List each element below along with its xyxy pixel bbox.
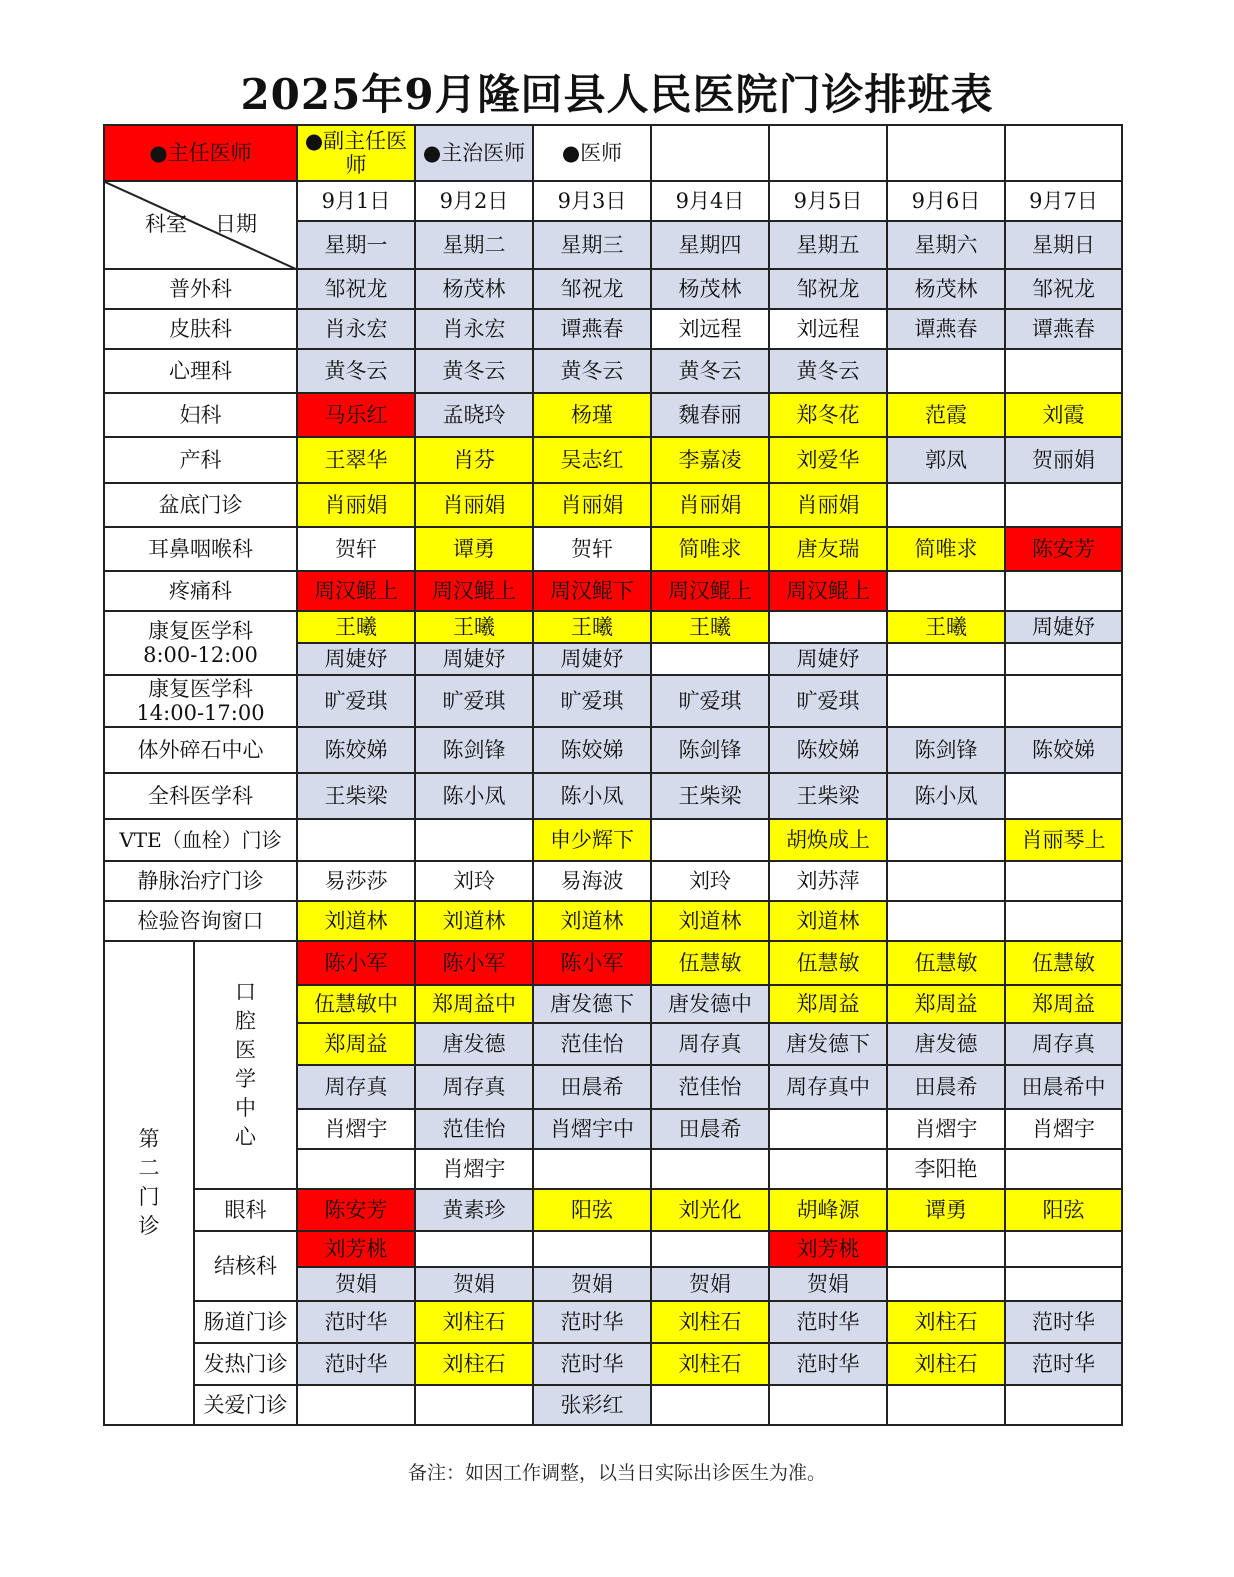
schedule-cell bbox=[1005, 643, 1122, 675]
schedule-cell bbox=[887, 1267, 1005, 1301]
schedule-cell: 周汉鲲下 bbox=[533, 571, 651, 611]
schedule-cell: 唐发德 bbox=[415, 1023, 533, 1065]
dept-name: 盆底门诊 bbox=[104, 483, 297, 527]
date-header-label: 日期 bbox=[215, 212, 257, 236]
weekday-cell: 星期二 bbox=[415, 221, 533, 269]
schedule-cell: 邹祝龙 bbox=[533, 269, 651, 309]
dept-name: 妇科 bbox=[104, 393, 297, 437]
dept-name bbox=[104, 675, 297, 727]
schedule-cell bbox=[651, 643, 769, 675]
schedule-cell: 刘柱石 bbox=[651, 1301, 769, 1343]
schedule-cell: 吴志红 bbox=[533, 437, 651, 483]
schedule-cell: 陈小军 bbox=[415, 941, 533, 985]
schedule-cell: 王曦 bbox=[651, 611, 769, 643]
weekday-cell: 星期六 bbox=[887, 221, 1005, 269]
schedule-cell bbox=[887, 819, 1005, 861]
schedule-cell: 陈剑锋 bbox=[415, 727, 533, 773]
schedule-cell: 简唯求 bbox=[651, 527, 769, 571]
schedule-cell bbox=[1005, 1231, 1122, 1267]
dental-center-label bbox=[194, 941, 297, 1189]
schedule-cell: 刘远程 bbox=[769, 309, 887, 349]
schedule-cell: 王柴梁 bbox=[651, 773, 769, 819]
schedule-cell bbox=[887, 901, 1005, 941]
schedule-cell: 伍慧敏 bbox=[887, 941, 1005, 985]
schedule-cell: 刘道林 bbox=[297, 901, 415, 941]
schedule-cell: 陈小凤 bbox=[415, 773, 533, 819]
schedule-cell bbox=[1005, 349, 1122, 393]
schedule-cell: 范时华 bbox=[533, 1301, 651, 1343]
schedule-cell: 郑周益 bbox=[769, 985, 887, 1023]
schedule-cell: 刘柱石 bbox=[887, 1343, 1005, 1385]
schedule-cell: 刘柱石 bbox=[415, 1343, 533, 1385]
schedule-cell bbox=[887, 643, 1005, 675]
schedule-cell: 刘霞 bbox=[1005, 393, 1122, 437]
schedule-cell: 陈安芳 bbox=[1005, 527, 1122, 571]
schedule-cell: 田晨希 bbox=[533, 1065, 651, 1109]
weekday-cell: 星期日 bbox=[1005, 221, 1122, 269]
schedule-cell: 伍慧敏 bbox=[651, 941, 769, 985]
schedule-cell: 李嘉凌 bbox=[651, 437, 769, 483]
dept-name: 皮肤科 bbox=[104, 309, 297, 349]
diagonal-line bbox=[105, 182, 297, 269]
schedule-cell: 贺娟 bbox=[415, 1267, 533, 1301]
schedule-cell: 旷爱琪 bbox=[651, 675, 769, 727]
schedule-cell: 周汉鲲上 bbox=[651, 571, 769, 611]
schedule-cell: 唐发德下 bbox=[769, 1023, 887, 1065]
schedule-cell: 唐发德 bbox=[887, 1023, 1005, 1065]
schedule-cell: 张彩红 bbox=[533, 1385, 651, 1425]
schedule-cell: 范时华 bbox=[297, 1343, 415, 1385]
schedule-cell: 王柴梁 bbox=[769, 773, 887, 819]
second-clinic-name: 第二门诊 bbox=[138, 1127, 160, 1238]
schedule-cell: 简唯求 bbox=[887, 527, 1005, 571]
dept-name: 产科 bbox=[104, 437, 297, 483]
schedule-cell bbox=[651, 1149, 769, 1189]
header-corner bbox=[104, 181, 297, 269]
schedule-cell bbox=[1005, 901, 1122, 941]
schedule-cell: 谭燕春 bbox=[887, 309, 1005, 349]
schedule-cell: 杨茂林 bbox=[415, 269, 533, 309]
schedule-cell: 贺轩 bbox=[297, 527, 415, 571]
schedule-cell: 旷爱琪 bbox=[533, 675, 651, 727]
schedule-cell: 周汉鲲上 bbox=[415, 571, 533, 611]
schedule-cell bbox=[297, 819, 415, 861]
schedule-cell: 肖熠宇 bbox=[297, 1109, 415, 1149]
schedule-cell: 田晨希中 bbox=[1005, 1065, 1122, 1109]
schedule-cell: 肖丽娟 bbox=[651, 483, 769, 527]
dept-name: 耳鼻咽喉科 bbox=[104, 527, 297, 571]
schedule-cell bbox=[769, 611, 887, 643]
dept-name: 疼痛科 bbox=[104, 571, 297, 611]
schedule-cell: 贺轩 bbox=[533, 527, 651, 571]
schedule-cell: 邹祝龙 bbox=[1005, 269, 1122, 309]
schedule-cell: 谭勇 bbox=[887, 1189, 1005, 1231]
date-cell: 9月1日 bbox=[297, 181, 415, 221]
schedule-cell: 肖丽琴上 bbox=[1005, 819, 1122, 861]
dept-name bbox=[104, 611, 297, 675]
schedule-cell: 肖永宏 bbox=[415, 309, 533, 349]
date-cell: 9月7日 bbox=[1005, 181, 1122, 221]
schedule-cell bbox=[533, 1231, 651, 1267]
schedule-cell: 范时华 bbox=[297, 1301, 415, 1343]
schedule-cell bbox=[887, 675, 1005, 727]
weekday-cell: 星期三 bbox=[533, 221, 651, 269]
legend-empty bbox=[887, 125, 1005, 181]
schedule-cell: 马乐红 bbox=[297, 393, 415, 437]
schedule-cell: 阳弦 bbox=[533, 1189, 651, 1231]
schedule-cell: 刘光化 bbox=[651, 1189, 769, 1231]
schedule-cell: 周汉鲲上 bbox=[297, 571, 415, 611]
schedule-cell: 范时华 bbox=[533, 1343, 651, 1385]
date-cell: 9月6日 bbox=[887, 181, 1005, 221]
schedule-cell: 郭凤 bbox=[887, 437, 1005, 483]
schedule-cell: 刘柱石 bbox=[887, 1301, 1005, 1343]
schedule-cell: 伍慧敏 bbox=[1005, 941, 1122, 985]
schedule-cell: 贺丽娟 bbox=[1005, 437, 1122, 483]
schedule-cell: 周存真 bbox=[651, 1023, 769, 1065]
date-cell: 9月2日 bbox=[415, 181, 533, 221]
date-cell: 9月3日 bbox=[533, 181, 651, 221]
schedule-cell bbox=[1005, 1267, 1122, 1301]
schedule-cell: 周婕妤 bbox=[415, 643, 533, 675]
schedule-cell: 刘柱石 bbox=[651, 1343, 769, 1385]
schedule-cell: 刘道林 bbox=[769, 901, 887, 941]
schedule-cell bbox=[887, 349, 1005, 393]
schedule-cell: 陈剑锋 bbox=[887, 727, 1005, 773]
schedule-cell bbox=[415, 1231, 533, 1267]
schedule-cell bbox=[651, 819, 769, 861]
schedule-cell: 范佳怡 bbox=[651, 1065, 769, 1109]
schedule-cell: 陈小凤 bbox=[533, 773, 651, 819]
schedule-cell: 肖永宏 bbox=[297, 309, 415, 349]
schedule-cell: 肖丽娟 bbox=[533, 483, 651, 527]
legend-empty bbox=[1005, 125, 1122, 181]
schedule-cell: 范时华 bbox=[769, 1301, 887, 1343]
schedule-cell bbox=[415, 819, 533, 861]
weekday-cell: 星期一 bbox=[297, 221, 415, 269]
schedule-cell: 王柴梁 bbox=[297, 773, 415, 819]
legend-empty bbox=[651, 125, 769, 181]
schedule-cell bbox=[415, 1385, 533, 1425]
dental-center-name: 口腔医学中心 bbox=[235, 980, 256, 1149]
dept-name: 静脉治疗门诊 bbox=[104, 861, 297, 901]
schedule-cell: 郑周益中 bbox=[415, 985, 533, 1023]
schedule-cell: 肖熠宇 bbox=[1005, 1109, 1122, 1149]
schedule-cell: 陈姣娣 bbox=[1005, 727, 1122, 773]
schedule-cell: 刘道林 bbox=[651, 901, 769, 941]
schedule-cell: 唐发德下 bbox=[533, 985, 651, 1023]
schedule-cell bbox=[1005, 675, 1122, 727]
schedule-cell: 孟晓玲 bbox=[415, 393, 533, 437]
dept-name: 心理科 bbox=[104, 349, 297, 393]
schedule-cell: 黄冬云 bbox=[533, 349, 651, 393]
schedule-cell: 陈姣娣 bbox=[769, 727, 887, 773]
schedule-cell: 贺娟 bbox=[533, 1267, 651, 1301]
schedule-cell: 周存真中 bbox=[769, 1065, 887, 1109]
legend-associate: ●副主任医师 bbox=[297, 125, 415, 181]
dept-name: 体外碎石中心 bbox=[104, 727, 297, 773]
schedule-cell: 周婕妤 bbox=[1005, 611, 1122, 643]
schedule-cell: 黄素珍 bbox=[415, 1189, 533, 1231]
schedule-cell: 胡焕成上 bbox=[769, 819, 887, 861]
schedule-cell: 黄冬云 bbox=[415, 349, 533, 393]
schedule-cell: 杨茂林 bbox=[651, 269, 769, 309]
schedule-cell bbox=[769, 1385, 887, 1425]
schedule-cell: 肖丽娟 bbox=[769, 483, 887, 527]
schedule-cell: 周婕妤 bbox=[533, 643, 651, 675]
schedule-cell bbox=[1005, 1385, 1122, 1425]
dept-name: 结核科 bbox=[194, 1231, 297, 1301]
schedule-cell: 黄冬云 bbox=[651, 349, 769, 393]
schedule-cell bbox=[1005, 1149, 1122, 1189]
schedule-cell: 刘芳桃 bbox=[769, 1231, 887, 1267]
schedule-cell: 王曦 bbox=[533, 611, 651, 643]
schedule-cell: 刘玲 bbox=[651, 861, 769, 901]
schedule-cell bbox=[1005, 861, 1122, 901]
schedule-cell: 范时华 bbox=[1005, 1343, 1122, 1385]
schedule-cell: 范时华 bbox=[1005, 1301, 1122, 1343]
schedule-cell: 范佳怡 bbox=[415, 1109, 533, 1149]
schedule-cell: 旷爱琪 bbox=[297, 675, 415, 727]
schedule-cell: 唐发德中 bbox=[651, 985, 769, 1023]
schedule-cell bbox=[1005, 571, 1122, 611]
schedule-cell: 周汉鲲上 bbox=[769, 571, 887, 611]
footnote: 备注：如因工作调整，以当日实际出诊医生为准。 bbox=[407, 1462, 826, 1484]
schedule-cell bbox=[887, 861, 1005, 901]
schedule-cell: 易莎莎 bbox=[297, 861, 415, 901]
dept-name: 发热门诊 bbox=[194, 1343, 297, 1385]
schedule-cell bbox=[1005, 483, 1122, 527]
legend-chief: ●主任医师 bbox=[104, 125, 297, 181]
schedule-cell: 陈姣娣 bbox=[297, 727, 415, 773]
schedule-cell: 田晨希 bbox=[651, 1109, 769, 1149]
schedule-cell: 谭燕春 bbox=[533, 309, 651, 349]
schedule-cell: 周存真 bbox=[415, 1065, 533, 1109]
schedule-table bbox=[103, 124, 1123, 1426]
schedule-cell bbox=[533, 1149, 651, 1189]
schedule-cell: 贺娟 bbox=[297, 1267, 415, 1301]
schedule-cell: 肖丽娟 bbox=[297, 483, 415, 527]
schedule-cell: 魏春丽 bbox=[651, 393, 769, 437]
schedule-cell: 杨茂林 bbox=[887, 269, 1005, 309]
schedule-cell: 邹祝龙 bbox=[769, 269, 887, 309]
schedule-cell bbox=[297, 1385, 415, 1425]
schedule-cell: 王曦 bbox=[415, 611, 533, 643]
schedule-cell: 陈小军 bbox=[297, 941, 415, 985]
schedule-cell: 肖熠宇 bbox=[415, 1149, 533, 1189]
schedule-cell bbox=[887, 1385, 1005, 1425]
schedule-cell: 周存真 bbox=[297, 1065, 415, 1109]
schedule-cell: 李阳艳 bbox=[887, 1149, 1005, 1189]
schedule-cell: 申少辉下 bbox=[533, 819, 651, 861]
schedule-cell: 杨瑾 bbox=[533, 393, 651, 437]
schedule-cell: 刘芳桃 bbox=[297, 1231, 415, 1267]
schedule-cell: 贺娟 bbox=[769, 1267, 887, 1301]
date-cell: 9月5日 bbox=[769, 181, 887, 221]
dept-time: 8:00-12:00 bbox=[143, 643, 258, 667]
schedule-cell: 范时华 bbox=[769, 1343, 887, 1385]
schedule-cell: 王曦 bbox=[297, 611, 415, 643]
page-title: 2025年9月隆回县人民医院门诊排班表 bbox=[240, 70, 994, 119]
dept-name: 普外科 bbox=[104, 269, 297, 309]
schedule-cell: 陈小军 bbox=[533, 941, 651, 985]
schedule-cell: 郑周益 bbox=[297, 1023, 415, 1065]
schedule-cell: 王翠华 bbox=[297, 437, 415, 483]
dept-name-text: 康复医学科 bbox=[148, 619, 253, 643]
schedule-cell: 刘远程 bbox=[651, 309, 769, 349]
schedule-cell: 陈剑锋 bbox=[651, 727, 769, 773]
schedule-cell: 伍慧敏 bbox=[769, 941, 887, 985]
weekday-cell: 星期四 bbox=[651, 221, 769, 269]
schedule-cell: 伍慧敏中 bbox=[297, 985, 415, 1023]
schedule-cell: 刘玲 bbox=[415, 861, 533, 901]
schedule-cell bbox=[887, 571, 1005, 611]
schedule-cell: 肖丽娟 bbox=[415, 483, 533, 527]
schedule-cell: 周婕妤 bbox=[769, 643, 887, 675]
schedule-cell: 旷爱琪 bbox=[769, 675, 887, 727]
date-cell: 9月4日 bbox=[651, 181, 769, 221]
schedule-cell: 周存真 bbox=[1005, 1023, 1122, 1065]
schedule-cell: 肖熠宇中 bbox=[533, 1109, 651, 1149]
dept-name: 关爱门诊 bbox=[194, 1385, 297, 1425]
schedule-cell: 旷爱琪 bbox=[415, 675, 533, 727]
schedule-cell bbox=[769, 1149, 887, 1189]
schedule-cell: 唐友瑞 bbox=[769, 527, 887, 571]
schedule-cell: 郑冬花 bbox=[769, 393, 887, 437]
schedule-cell: 肖熠宇 bbox=[887, 1109, 1005, 1149]
schedule-cell: 阳弦 bbox=[1005, 1189, 1122, 1231]
second-clinic-label bbox=[104, 941, 194, 1425]
schedule-cell bbox=[887, 1231, 1005, 1267]
schedule-cell: 王曦 bbox=[887, 611, 1005, 643]
schedule-cell: 黄冬云 bbox=[297, 349, 415, 393]
schedule-cell: 易海波 bbox=[533, 861, 651, 901]
schedule-cell bbox=[769, 1109, 887, 1149]
schedule-cell: 陈安芳 bbox=[297, 1189, 415, 1231]
legend-attending: ●主治医师 bbox=[415, 125, 533, 181]
schedule-cell: 陈姣娣 bbox=[533, 727, 651, 773]
schedule-cell: 田晨希 bbox=[887, 1065, 1005, 1109]
schedule-cell: 刘道林 bbox=[533, 901, 651, 941]
weekday-cell: 星期五 bbox=[769, 221, 887, 269]
dept-name: VTE（血栓）门诊 bbox=[104, 819, 297, 861]
schedule-cell: 陈小凤 bbox=[887, 773, 1005, 819]
schedule-cell: 范佳怡 bbox=[533, 1023, 651, 1065]
schedule-cell: 谭燕春 bbox=[1005, 309, 1122, 349]
schedule-cell: 黄冬云 bbox=[769, 349, 887, 393]
schedule-cell: 周婕妤 bbox=[297, 643, 415, 675]
schedule-cell: 范霞 bbox=[887, 393, 1005, 437]
schedule-cell bbox=[651, 1385, 769, 1425]
schedule-cell: 邹祝龙 bbox=[297, 269, 415, 309]
legend-empty bbox=[769, 125, 887, 181]
dept-name: 眼科 bbox=[194, 1189, 297, 1231]
dept-header-label: 科室 bbox=[145, 212, 187, 236]
schedule-cell: 郑周益 bbox=[887, 985, 1005, 1023]
schedule-cell: 刘爱华 bbox=[769, 437, 887, 483]
dept-name: 检验咨询窗口 bbox=[104, 901, 297, 941]
schedule-cell bbox=[651, 1231, 769, 1267]
schedule-cell: 刘苏萍 bbox=[769, 861, 887, 901]
dept-time: 14:00-17:00 bbox=[136, 701, 265, 725]
dept-name-text: 康复医学科 bbox=[148, 677, 253, 701]
schedule-cell: 肖芬 bbox=[415, 437, 533, 483]
schedule-cell bbox=[297, 1149, 415, 1189]
schedule-cell: 谭勇 bbox=[415, 527, 533, 571]
schedule-cell bbox=[887, 483, 1005, 527]
dept-name: 肠道门诊 bbox=[194, 1301, 297, 1343]
schedule-cell bbox=[1005, 773, 1122, 819]
legend-resident: ●医师 bbox=[533, 125, 651, 181]
schedule-cell: 刘道林 bbox=[415, 901, 533, 941]
schedule-cell: 郑周益 bbox=[1005, 985, 1122, 1023]
dept-name: 全科医学科 bbox=[104, 773, 297, 819]
schedule-cell: 刘柱石 bbox=[415, 1301, 533, 1343]
schedule-cell: 贺娟 bbox=[651, 1267, 769, 1301]
schedule-cell: 胡峰源 bbox=[769, 1189, 887, 1231]
